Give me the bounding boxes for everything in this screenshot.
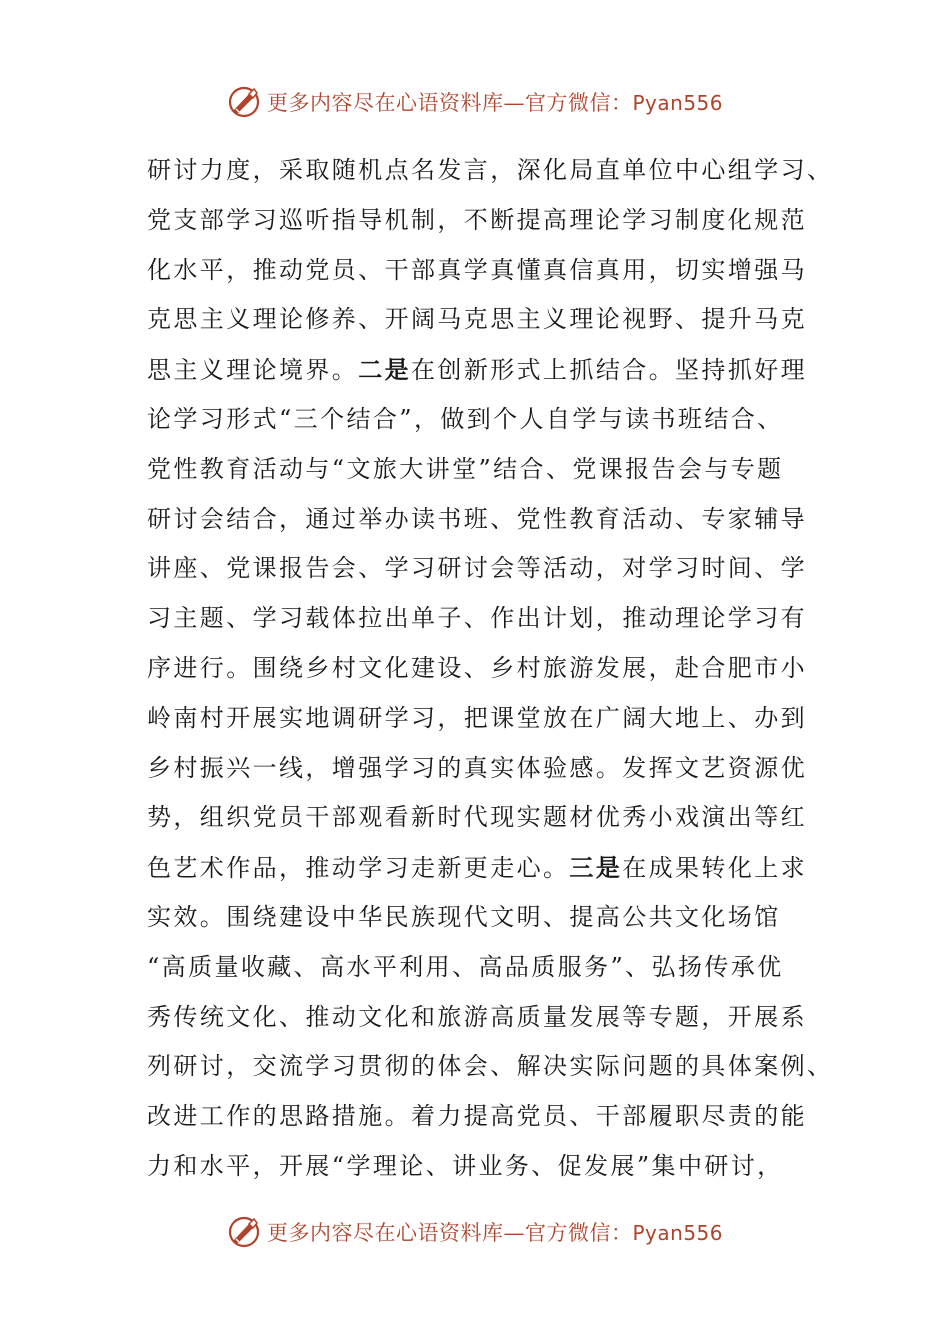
brand-text: 更多内容尽在心语资料库 bbox=[266, 91, 504, 115]
text-segment: 思主义理论境界。 bbox=[147, 356, 359, 385]
header-banner-text bbox=[267, 87, 723, 117]
text-line: 势，组织党员干部观看新时代现实题材优秀小戏演出等红 bbox=[147, 803, 807, 832]
text-line: 序进行。围绕乡村文化建设、乡村旅游发展，赴合肥市小 bbox=[147, 653, 807, 682]
wechat-label: 官方微信： bbox=[524, 1221, 633, 1245]
wechat-id: Pyan556 bbox=[632, 91, 723, 115]
text-line: 列研讨，交流学习贯彻的体会、解决实际问题的具体案例、 bbox=[147, 1052, 834, 1081]
text-line: 乡村振兴一线，增强学习的真实体验感。发挥文艺资源优 bbox=[147, 753, 807, 782]
text-line: 习主题、学习载体拉出单子、作出计划，推动理论学习有 bbox=[147, 604, 807, 633]
banner-separator: — bbox=[503, 1221, 525, 1245]
text-line: 党性教育活动与“文旅大讲堂”结合、党课报告会与专题 bbox=[147, 454, 784, 483]
document-body bbox=[147, 146, 834, 1192]
footer-banner-text bbox=[267, 1217, 723, 1247]
text-line: 化水平，推动党员、干部真学真懂真信真用，切实增强马 bbox=[147, 255, 807, 284]
text-line: 力和水平，开展“学理论、讲业务、促发展”集中研讨， bbox=[147, 1151, 784, 1180]
text-segment: 色艺术作品，推动学习走新更走心。 bbox=[147, 854, 570, 883]
text-line: 克思主义理论修养、开阔马克思主义理论视野、提升马克 bbox=[147, 305, 807, 334]
text-segment: 在成果转化上求 bbox=[622, 854, 808, 883]
text-line: 岭南村开展实地调研学习，把课堂放在广阔大地上、办到 bbox=[147, 703, 807, 732]
header-banner bbox=[0, 82, 950, 122]
wechat-id: Pyan556 bbox=[632, 1221, 723, 1245]
bold-keyword: 三是 bbox=[569, 853, 623, 883]
text-line: 改进工作的思路措施。着力提高党员、干部履职尽责的能 bbox=[147, 1102, 807, 1131]
footer-banner bbox=[0, 1212, 950, 1252]
text-line: 研讨力度，采取随机点名发言，深化局直单位中心组学习、 bbox=[147, 156, 834, 184]
wechat-label: 官方微信： bbox=[524, 91, 633, 115]
bold-keyword: 二是 bbox=[358, 355, 412, 385]
text-line: 研讨会结合，通过举办读书班、党性教育活动、专家辅导 bbox=[147, 504, 807, 533]
text-line: 论学习形式“三个结合”，做到个人自学与读书班结合、 bbox=[147, 404, 784, 433]
text-line bbox=[147, 843, 807, 893]
brand-text: 更多内容尽在心语资料库 bbox=[266, 1221, 504, 1245]
banner-separator: — bbox=[503, 91, 525, 115]
text-line: “高质量收藏、高水平利用、高品质服务”、弘扬传承优 bbox=[147, 952, 784, 981]
text-line: 实效。围绕建设中华民族现代文明、提高公共文化场馆 bbox=[147, 902, 781, 931]
text-line: 讲座、党课报告会、学习研讨会等活动，对学习时间、学 bbox=[147, 554, 807, 583]
text-line bbox=[147, 345, 807, 395]
text-segment: 在创新形式上抓结合。坚持抓好理 bbox=[411, 356, 808, 385]
pen-nib-logo-icon bbox=[227, 85, 261, 119]
pen-nib-logo-icon bbox=[227, 1215, 261, 1249]
text-line: 党支部学习巡听指导机制，不断提高理论学习制度化规范 bbox=[147, 205, 807, 234]
text-line: 秀传统文化、推动文化和旅游高质量发展等专题，开展系 bbox=[147, 1002, 807, 1031]
